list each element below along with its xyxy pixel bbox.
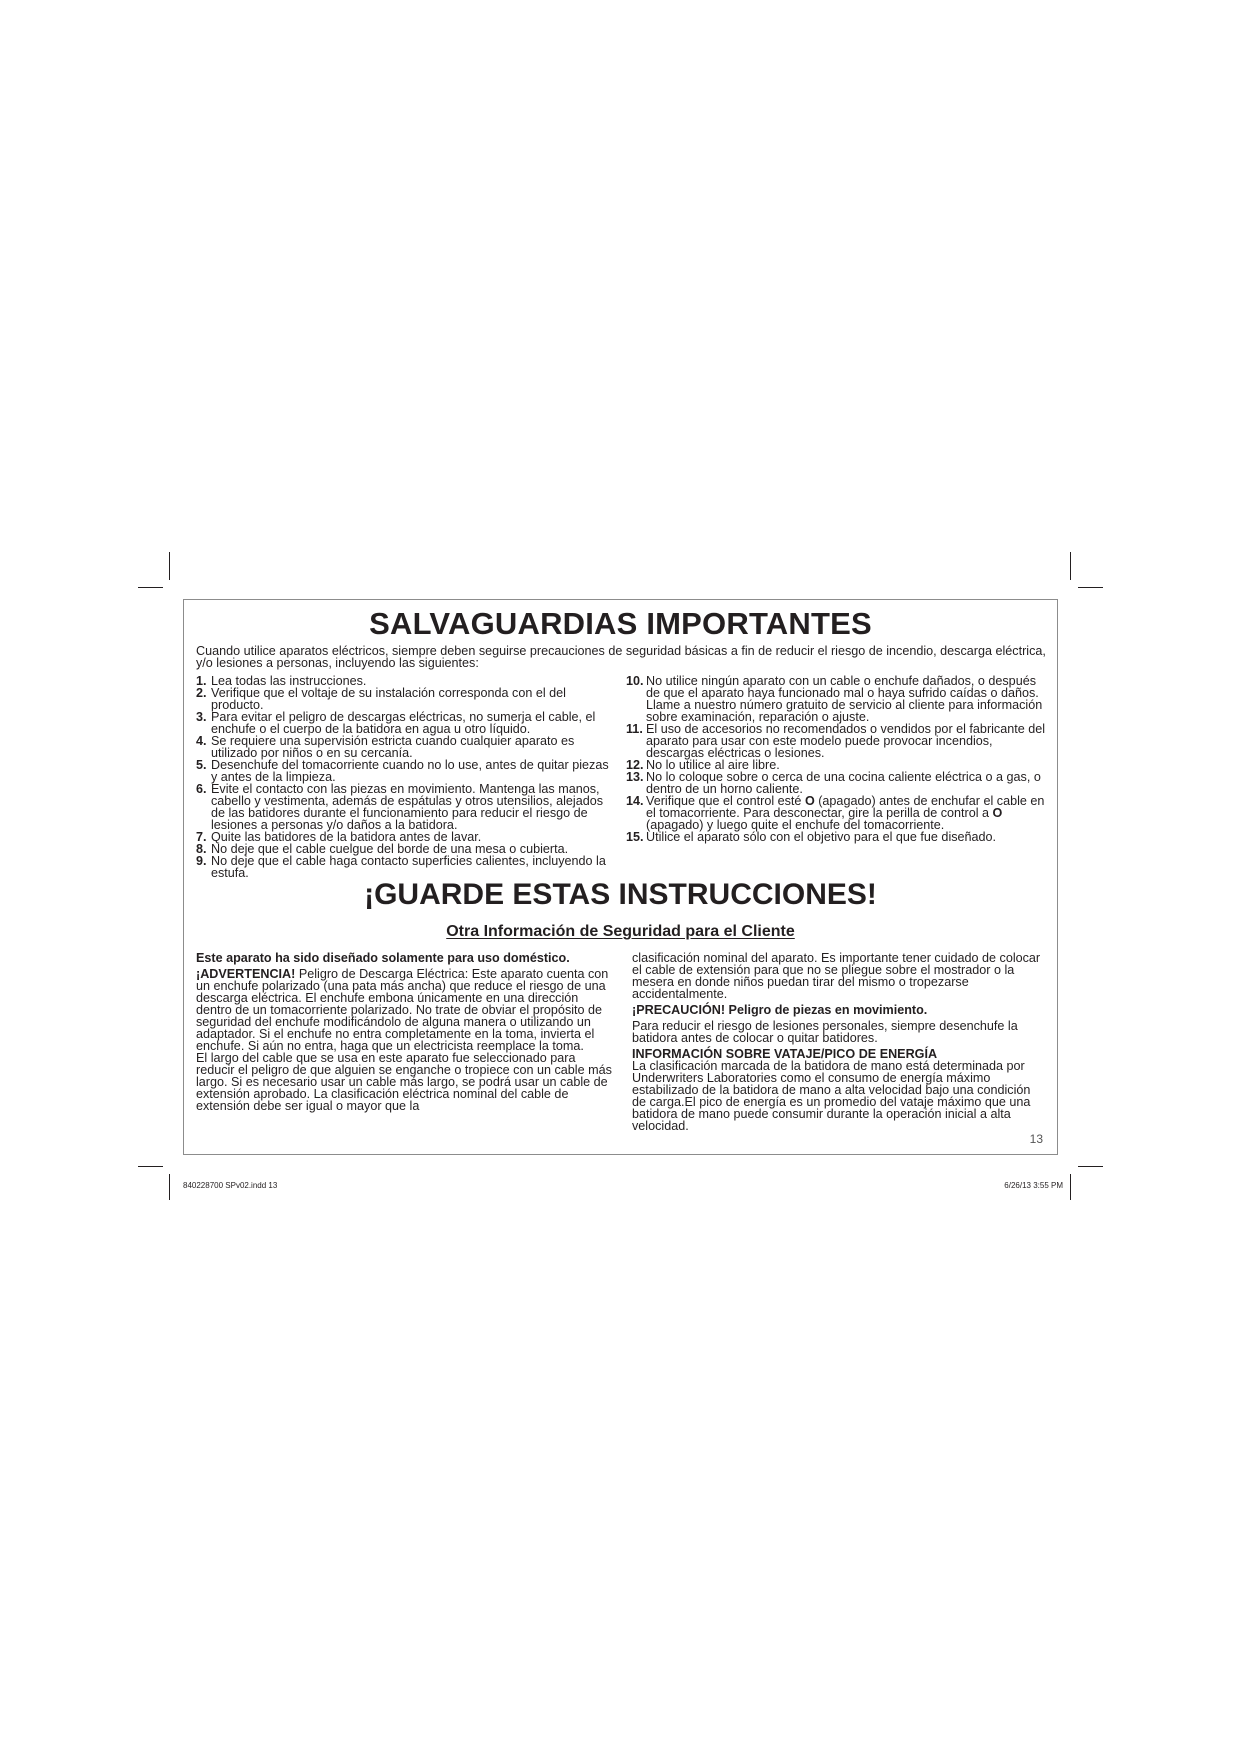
- crop-mark: [138, 1166, 163, 1167]
- safeguards-list-right: [626, 675, 1051, 843]
- slug-filename: 840228700 SPv02.indd 13: [183, 1181, 278, 1190]
- page-number: 13: [1029, 1132, 1043, 1146]
- household-notice: Este aparato ha sido diseñado solamente para uso doméstico.: [196, 951, 570, 965]
- info-column-right: [632, 952, 1047, 1132]
- power-paragraph: La clasificación marcada de la batidora de mano está determinada por Underwriters Laboratories como el consumo de energía máximo estabilizado de la batidora de mano a alta velocidad bajo una condición de carga.El pico de energía es un promedio del vataje máximo que una batidora de mano puede consumir durante la operación inicial a alta velocidad.: [632, 1059, 1031, 1133]
- info-column-left: [196, 952, 616, 1112]
- intro-paragraph: Cuando utilice aparatos eléctricos, siempre deben seguirse precauciones de seguridad básicas a fin de reducir el riesgo de incendio, descarga eléctrica, y/o lesiones a personas, incluyendo las siguientes:: [196, 644, 1046, 670]
- save-instructions-heading: ¡GUARDE ESTAS INSTRUCCIONES!: [364, 878, 877, 911]
- list-item: 8. No deje que el cable cuelgue del borde de una mesa o cubierta.: [196, 842, 569, 856]
- crop-mark: [1070, 552, 1071, 580]
- list-item: 4. Se requiere una supervisión estricta cuando cualquier aparato es utilizado por niños o en su cercanía.: [196, 734, 575, 760]
- caution-heading: ¡PRECAUCIÓN! Peligro de piezas en movimiento.: [632, 1003, 928, 1017]
- page-title: SALVAGUARDIAS IMPORTANTES: [369, 606, 872, 641]
- caution-paragraph: Para reducir el riesgo de lesiones personales, siempre desenchufe la batidora antes de colocar o quitar batidores.: [632, 1019, 1018, 1045]
- slug-timestamp: 6/26/13 3:55 PM: [1004, 1181, 1063, 1190]
- list-item: 6. Evite el contacto con las piezas en movimiento. Mantenga las manos, cabello y vestimenta, además de espátulas y otros utensilios, alejados de las batidores durante el funcionamiento para reducir el riesgo de lesiones a personas y/o daños a la batidora.: [196, 782, 604, 832]
- warning-paragraph: ¡ADVERTENCIA! Peligro de Descarga Eléctrica: Este aparato cuenta con un enchufe polarizado (una pata más ancha) que reduce el riesgo de una descarga eléctrica. El enchufe embona únicamente en una dirección dentro de un tomacorriente polarizado. No trate de obviar el propósito de seguridad del enchufe modificándolo de alguna manera o utilizando un adaptador. Si el enchufe no entra completamente en la toma, invierta el enchufe. Si aún no entra, haga que un electricista reemplace la toma.: [196, 967, 609, 1053]
- crop-mark: [169, 1174, 170, 1200]
- list-item: 2. Verifique que el voltaje de su instalación corresponda con el del producto.: [196, 686, 566, 712]
- list-item: 3. Para evitar el peligro de descargas eléctricas, no sumerja el cable, el enchufe o el cuerpo de la batidora en agua u otro líquido.: [196, 710, 596, 736]
- safeguards-list-left: [196, 675, 616, 879]
- list-item: 11. El uso de accesorios no recomendados o vendidos por el fabricante del aparato para usar con este modelo puede provocar incendios, descargas eléctricas o lesiones.: [626, 722, 1046, 760]
- crop-mark: [1070, 1174, 1071, 1200]
- list-item: 13. No lo coloque sobre o cerca de una cocina caliente eléctrica o a gas, o dentro de un horno caliente.: [626, 770, 1041, 796]
- list-item: 1. Lea todas las instrucciones.: [196, 674, 367, 688]
- list-item: 5. Desenchufe del tomacorriente cuando no lo use, antes de quitar piezas y antes de la limpieza.: [196, 758, 609, 784]
- list-item: 10. No utilice ningún aparato con un cable o enchufe dañados, o después de que el aparato haya funcionado mal o haya sufrido caídas o daños. Llame a nuestro número gratuito de servicio al cliente para información sobre examinación, reparación o ajuste.: [626, 674, 1043, 724]
- list-item: 15. Utilice el aparato sólo con el objetivo para el que fue diseñado.: [626, 830, 997, 844]
- section-subheading: Otra Información de Seguridad para el Cliente: [446, 923, 795, 940]
- crop-mark: [169, 552, 170, 580]
- cord-paragraph-continued: clasificación nominal del aparato. Es importante tener cuidado de colocar el cable de extensión para que no se pliegue sobre el mostrador o la mesera en donde niños puedan tirar del mismo o tropezarse accidentalmente.: [632, 951, 1041, 1001]
- list-item: 12. No lo utilice al aire libre.: [626, 758, 780, 772]
- cord-paragraph: El largo del cable que se usa en este aparato fue seleccionado para reducir el peligro de que alguien se enganche o tropiece con un cable más largo. Si es necesario usar un cable más largo, se podrá usar un cable de extensión aprobado. La clasificación eléctrica nominal del cable de extensión debe ser igual o mayor que la: [196, 1051, 612, 1113]
- list-item: 9. No deje que el cable haga contacto superficies calientes, incluyendo la estufa.: [196, 854, 606, 880]
- crop-mark: [1078, 587, 1103, 588]
- list-item: 14. Verifique que el control esté O (apagado) antes de enchufar el cable en el tomacorriente. Para desconectar, gire la perilla de control a O (apagado) y luego quite el enchufe del tomacorriente.: [626, 794, 1045, 832]
- crop-mark: [1078, 1166, 1103, 1167]
- list-item: 7. Quite las batidores de la batidora antes de lavar.: [196, 830, 482, 844]
- power-heading: INFORMACIÓN SOBRE VATAJE/PICO DE ENERGÍA: [632, 1047, 938, 1061]
- crop-mark: [138, 587, 163, 588]
- safety-panel: [183, 599, 1058, 1155]
